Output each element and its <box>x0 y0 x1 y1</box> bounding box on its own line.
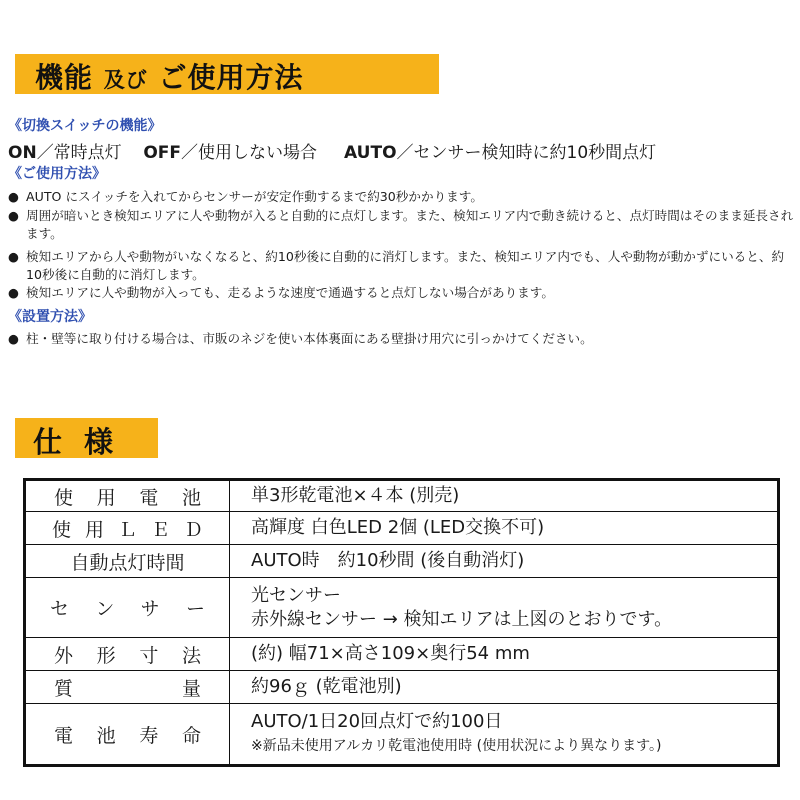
usage-banner-title: 機能 及び ご使用方法 <box>35 61 304 94</box>
battery-life-note: ※新品未使用アルカリ乾電池使用時 (使用状況により異なります。) <box>251 738 662 754</box>
spec-row-weight <box>25 671 779 704</box>
spec-banner-title: 仕様 <box>33 425 136 459</box>
spec-label: セ ン サ ー <box>25 578 230 638</box>
spec-label: 質 量 <box>25 671 230 704</box>
spec-label: 使 用 Ｌ Ｅ Ｄ <box>25 512 230 545</box>
switch-function-heading: 《切換スイッチの機能》 <box>8 118 162 134</box>
spec-label: 外 形 寸 法 <box>25 638 230 671</box>
switch-modes-line: ON／常時点灯 OFF／使用しない場合 AUTO／センサー検知時に約10秒間点灯 <box>8 143 657 163</box>
spec-value: 光センサー 赤外線センサー → 検知エリアは上図のとおりです。 <box>230 578 779 638</box>
spec-row-battery-life <box>25 704 779 766</box>
spec-value: 約96ｇ (乾電池別) <box>230 671 779 704</box>
spec-value: AUTO時 約10秒間 (後自動消灯) <box>230 545 779 578</box>
spec-table <box>23 478 780 767</box>
spec-value: AUTO/1日20回点灯で約100日 ※新品未使用アルカリ乾電池使用時 (使用状況により異なります。) <box>230 704 779 766</box>
spec-label: 使 用 電 池 <box>25 480 230 512</box>
spec-value: 高輝度 白色LED 2個 (LED交換不可) <box>230 512 779 545</box>
spec-row-auto-time <box>25 545 779 578</box>
spec-label: 電 池 寿 命 <box>25 704 230 766</box>
spec-value: 単3形乾電池×４本 (別売) <box>230 480 779 512</box>
spec-value: (約) 幅71×高さ109×奥行54 mm <box>230 638 779 671</box>
spec-label: 自動点灯時間 <box>25 545 230 578</box>
spec-row-dimensions <box>25 638 779 671</box>
install-heading: 《設置方法》 <box>8 309 92 325</box>
spec-row-led <box>25 512 779 545</box>
spec-row-sensor <box>25 578 779 638</box>
usage-heading: 《ご使用方法》 <box>8 166 106 182</box>
spec-row-battery <box>25 480 779 512</box>
